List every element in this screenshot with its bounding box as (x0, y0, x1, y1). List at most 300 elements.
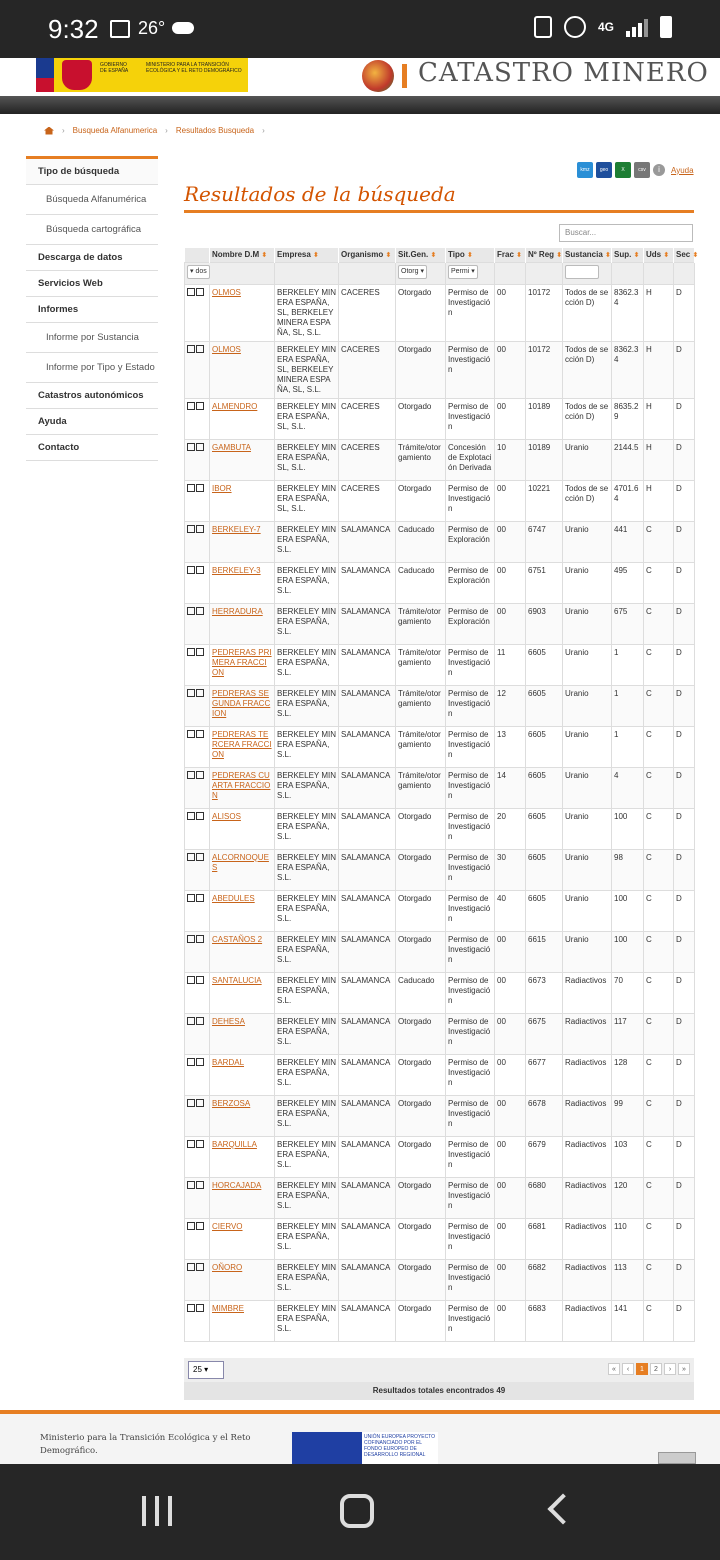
cell-sup: 1 (612, 644, 644, 685)
breadcrumb-resultados[interactable]: Resultados Busqueda (175, 126, 255, 135)
cell-empresa: BERKELEY MINERA ESPAÑA, S.L. (275, 972, 339, 1013)
cell-sit-gen: Caducado (396, 972, 446, 1013)
cell-tipo: Permiso de Investigación (446, 1013, 495, 1054)
csv-export-icon[interactable]: csv (634, 162, 650, 178)
dm-name-link[interactable]: OLMOS (212, 287, 241, 297)
cell-nreg: 6605 (526, 685, 563, 726)
cell-organismo: SALAMANCA (339, 1136, 396, 1177)
table-row[interactable] (185, 398, 695, 439)
cell-empresa: BERKELEY MINERA ESPAÑA, SL, BERKELEY MINERA ESPAÑA, SL, S.L. (275, 341, 339, 398)
cell-uds: C (644, 1013, 674, 1054)
cell-sec: D (674, 521, 695, 562)
dm-name-link[interactable]: MIMBRE (212, 1303, 244, 1313)
column-header-uds[interactable]: Uds ⬍ (644, 248, 674, 262)
dm-name-link[interactable]: OLMOS (212, 344, 241, 354)
cell-sit-gen: Trámite/otorgamiento (396, 685, 446, 726)
cell-sec: D (674, 480, 695, 521)
map-icon[interactable] (196, 525, 204, 533)
detail-icon[interactable] (187, 1263, 195, 1271)
cell-organismo: SALAMANCA (339, 890, 396, 931)
cell-sup: 495 (612, 562, 644, 603)
cell-nombre (210, 603, 275, 644)
site-title[interactable]: CATASTRO MINERO (418, 58, 709, 88)
license-badge-icon[interactable] (658, 1452, 696, 1464)
cell-tipo: Permiso de Investigación (446, 931, 495, 972)
map-icon[interactable] (196, 648, 204, 656)
pagination-bar (184, 1358, 694, 1382)
sidebar-item-contacto[interactable]: Contacto (26, 435, 158, 461)
cell-nreg: 6605 (526, 808, 563, 849)
cell-empresa: BERKELEY MINERA ESPAÑA, SL, S.L. (275, 480, 339, 521)
cell-organismo: SALAMANCA (339, 1095, 396, 1136)
cell-uds: C (644, 972, 674, 1013)
cell-organismo: SALAMANCA (339, 849, 396, 890)
column-header-nreg[interactable]: Nº Reg ⬍ (526, 248, 563, 262)
table-row[interactable] (185, 1136, 695, 1177)
cell-sup: 8362.34 (612, 341, 644, 398)
cell-frac: 00 (495, 1259, 526, 1300)
breadcrumb-alfanumerica[interactable]: Busqueda Alfanumerica (72, 126, 158, 135)
geojson-export-icon[interactable]: geo json (596, 162, 612, 178)
cell-sup: 2144.5 (612, 439, 644, 480)
column-header-sit-gen[interactable]: Sit.Gen. ⬍ (396, 248, 446, 262)
detail-icon[interactable] (187, 1304, 195, 1312)
table-header-row (185, 248, 695, 262)
cell-sustancia: Uranio (563, 931, 612, 972)
dm-name-link[interactable]: DEHESA (212, 1016, 245, 1026)
results-body (185, 284, 695, 1341)
cell-sec: D (674, 644, 695, 685)
detail-icon[interactable] (187, 1140, 195, 1148)
cell-sustancia: Radiactivos (563, 1136, 612, 1177)
cell-organismo: SALAMANCA (339, 603, 396, 644)
cell-sustancia: Uranio (563, 562, 612, 603)
cell-empresa: BERKELEY MINERA ESPAÑA, S.L. (275, 1013, 339, 1054)
coat-of-arms-icon (62, 60, 92, 90)
map-icon[interactable] (196, 402, 204, 410)
cell-uds: C (644, 931, 674, 972)
last-page-button[interactable]: » (678, 1363, 690, 1375)
map-icon[interactable] (196, 566, 204, 574)
cell-nombre (210, 685, 275, 726)
detail-icon[interactable] (187, 566, 195, 574)
sidebar-item-informe-tipo-estado[interactable]: Informe por Tipo y Estado (26, 353, 158, 383)
dm-name-link[interactable]: ALISOS (212, 811, 241, 821)
cell-sec: D (674, 1300, 695, 1341)
cell-sec: D (674, 439, 695, 480)
table-row[interactable] (185, 1177, 695, 1218)
cell-nreg: 6605 (526, 767, 563, 808)
cell-nombre (210, 562, 275, 603)
table-row[interactable] (185, 890, 695, 931)
map-icon[interactable] (196, 689, 204, 697)
next-page-button[interactable]: › (664, 1363, 676, 1375)
dm-name-link[interactable]: PEDRERAS TERCERA FRACCION (212, 729, 272, 759)
cell-sustancia: Uranio (563, 849, 612, 890)
cell-organismo: SALAMANCA (339, 767, 396, 808)
first-page-button[interactable]: « (608, 1363, 620, 1375)
row-action-icons (185, 603, 210, 644)
dm-name-link[interactable]: PEDRERAS PRIMERA FRACCION (212, 647, 272, 677)
excel-export-icon[interactable]: X (615, 162, 631, 178)
map-icon[interactable] (196, 894, 204, 902)
cell-tipo: Permiso de Investigación (446, 284, 495, 341)
dm-name-link[interactable]: HORCAJADA (212, 1180, 262, 1190)
column-header-tipo[interactable]: Tipo ⬍ (446, 248, 495, 262)
cell-uds: C (644, 1259, 674, 1300)
cell-sit-gen: Otorgado (396, 1259, 446, 1300)
detail-icon[interactable] (187, 484, 195, 492)
sidebar-item-catastros-autonomicos[interactable]: Catastros autonómicos (26, 383, 158, 409)
cell-sup: 4701.64 (612, 480, 644, 521)
table-row[interactable] (185, 1218, 695, 1259)
cell-organismo: SALAMANCA (339, 726, 396, 767)
cell-sec: D (674, 972, 695, 1013)
table-row[interactable] (185, 931, 695, 972)
detail-icon[interactable] (187, 1181, 195, 1189)
detail-icon[interactable] (187, 288, 195, 296)
table-row[interactable] (185, 849, 695, 890)
map-icon[interactable] (196, 853, 204, 861)
table-row[interactable] (185, 521, 695, 562)
cell-nombre (210, 726, 275, 767)
detail-icon[interactable] (187, 976, 195, 984)
cell-nreg: 6675 (526, 1013, 563, 1054)
cell-sup: 8635.29 (612, 398, 644, 439)
row-action-icons (185, 439, 210, 480)
cell-frac: 00 (495, 521, 526, 562)
cell-empresa: BERKELEY MINERA ESPAÑA, S.L. (275, 1218, 339, 1259)
home-button[interactable] (340, 1494, 374, 1528)
cell-sup: 8362.34 (612, 284, 644, 341)
cell-sit-gen: Otorgado (396, 480, 446, 521)
cell-organismo: SALAMANCA (339, 808, 396, 849)
map-icon[interactable] (196, 1099, 204, 1107)
row-action-icons (185, 726, 210, 767)
cell-nombre (210, 1259, 275, 1300)
detail-icon[interactable] (187, 402, 195, 410)
cell-nreg: 10172 (526, 284, 563, 341)
sidebar-item-servicios-web[interactable]: Servicios Web (26, 271, 158, 297)
info-icon[interactable]: i (653, 164, 665, 176)
cell-sustancia: Uranio (563, 603, 612, 644)
map-icon[interactable] (196, 812, 204, 820)
detail-icon[interactable] (187, 345, 195, 353)
dm-name-link[interactable]: IBOR (212, 483, 232, 493)
cell-sustancia: Radiactivos (563, 1218, 612, 1259)
cell-sec: D (674, 1136, 695, 1177)
detail-icon[interactable] (187, 894, 195, 902)
detail-icon[interactable] (187, 812, 195, 820)
detail-icon[interactable] (187, 607, 195, 615)
dm-name-link[interactable]: BERZOSA (212, 1098, 251, 1108)
table-row[interactable] (185, 685, 695, 726)
column-header-organismo[interactable]: Organismo ⬍ (339, 248, 396, 262)
row-action-icons (185, 644, 210, 685)
page-content (0, 114, 720, 1464)
map-icon[interactable] (196, 345, 204, 353)
cell-sec: D (674, 849, 695, 890)
page-size-select[interactable]: 25 ▾ (188, 1361, 224, 1379)
dm-name-link[interactable]: BARDAL (212, 1057, 245, 1067)
cell-empresa: BERKELEY MINERA ESPAÑA, S.L. (275, 767, 339, 808)
table-row[interactable] (185, 562, 695, 603)
cell-uds: C (644, 726, 674, 767)
dm-name-link[interactable]: CASTAÑOS 2 (212, 934, 263, 944)
cell-frac: 00 (495, 1218, 526, 1259)
map-icon[interactable] (196, 1017, 204, 1025)
cell-sustancia: Uranio (563, 808, 612, 849)
cell-sec: D (674, 284, 695, 341)
dm-name-link[interactable]: ALMENDRO (212, 401, 258, 411)
row-action-icons (185, 1259, 210, 1300)
cell-tipo: Permiso de Investigación (446, 849, 495, 890)
cell-sit-gen: Otorgado (396, 849, 446, 890)
cell-tipo: Concesión de Explotación Derivada (446, 439, 495, 480)
dm-name-link[interactable]: ABEDULES (212, 893, 255, 903)
recent-apps-button[interactable] (142, 1496, 172, 1526)
cell-nombre (210, 439, 275, 480)
dm-name-link[interactable]: PEDRERAS CUARTA FRACCION (212, 770, 271, 800)
map-icon[interactable] (196, 288, 204, 296)
dm-name-link[interactable]: PEDRERAS SEGUNDA FRACCION (212, 688, 271, 718)
detail-icon[interactable] (187, 443, 195, 451)
detail-icon[interactable] (187, 525, 195, 533)
dm-name-link[interactable]: BERKELEY-7 (212, 524, 261, 534)
filter-tipo-select[interactable]: Permi ▾ (448, 265, 478, 279)
cell-sustancia: Uranio (563, 439, 612, 480)
cell-nombre (210, 849, 275, 890)
map-icon[interactable] (196, 935, 204, 943)
filter-nombre-select[interactable]: ▾ dos (187, 265, 210, 279)
row-action-icons (185, 931, 210, 972)
page-buttons (608, 1363, 690, 1375)
table-row[interactable] (185, 439, 695, 480)
detail-icon[interactable] (187, 853, 195, 861)
dm-name-link[interactable]: GAMBUTA (212, 442, 251, 452)
cell-tipo: Permiso de Investigación (446, 1054, 495, 1095)
column-header-sustancia[interactable]: Sustancia ⬍ (563, 248, 612, 262)
column-header-empresa[interactable]: Empresa ⬍ (275, 248, 339, 262)
map-icon[interactable] (196, 1140, 204, 1148)
cell-empresa: BERKELEY MINERA ESPAÑA, S.L. (275, 1177, 339, 1218)
map-icon[interactable] (196, 484, 204, 492)
cell-nreg: 6673 (526, 972, 563, 1013)
cell-sit-gen: Otorgado (396, 284, 446, 341)
detail-icon[interactable] (187, 771, 195, 779)
row-action-icons (185, 685, 210, 726)
map-icon[interactable] (196, 1304, 204, 1312)
cell-frac: 00 (495, 931, 526, 972)
column-header-frac[interactable]: Frac ⬍ (495, 248, 526, 262)
cell-tipo: Permiso de Exploración (446, 603, 495, 644)
table-row[interactable] (185, 1259, 695, 1300)
sidebar-item-busqueda-cartografica[interactable]: Búsqueda cartográfica (26, 215, 158, 245)
table-row[interactable] (185, 644, 695, 685)
cell-empresa: BERKELEY MINERA ESPAÑA, S.L. (275, 644, 339, 685)
table-row[interactable] (185, 1013, 695, 1054)
cell-organismo: CACERES (339, 398, 396, 439)
sidebar-item-descarga[interactable]: Descarga de datos (26, 245, 158, 271)
sidebar (26, 156, 158, 461)
sidebar-item-tipo-busqueda[interactable]: Tipo de búsqueda (26, 156, 158, 185)
sidebar-item-informe-sustancia[interactable]: Informe por Sustancia (26, 323, 158, 353)
column-header-sup[interactable]: Sup. ⬍ (612, 248, 644, 262)
cell-sec: D (674, 1095, 695, 1136)
cell-nombre (210, 808, 275, 849)
kmz-export-icon[interactable]: kmz (577, 162, 593, 178)
cloud-icon (172, 22, 194, 34)
image-notification-icon (110, 20, 130, 38)
cell-nombre (210, 341, 275, 398)
table-row[interactable] (185, 726, 695, 767)
dm-name-link[interactable]: OÑORO (212, 1262, 243, 1272)
back-button[interactable] (547, 1493, 578, 1524)
map-icon[interactable] (196, 1181, 204, 1189)
cell-empresa: BERKELEY MINERA ESPAÑA, SL, S.L. (275, 398, 339, 439)
map-icon[interactable] (196, 607, 204, 615)
cell-uds: C (644, 1177, 674, 1218)
cell-empresa: BERKELEY MINERA ESPAÑA, SL, BERKELEY MINERA ESPAÑA, SL, S.L. (275, 284, 339, 341)
cell-tipo: Permiso de Investigación (446, 398, 495, 439)
row-action-icons (185, 972, 210, 1013)
cell-sup: 117 (612, 1013, 644, 1054)
table-row[interactable] (185, 1095, 695, 1136)
cell-sup: 103 (612, 1136, 644, 1177)
cell-organismo: SALAMANCA (339, 644, 396, 685)
cell-nreg: 6677 (526, 1054, 563, 1095)
row-action-icons (185, 1095, 210, 1136)
prev-page-button[interactable]: ‹ (622, 1363, 634, 1375)
cell-nreg: 6678 (526, 1095, 563, 1136)
map-icon[interactable] (196, 1058, 204, 1066)
map-icon[interactable] (196, 771, 204, 779)
cell-uds: C (644, 644, 674, 685)
column-header-nombre[interactable]: Nombre D.M ⬍ (210, 248, 275, 262)
cell-nreg: 6681 (526, 1218, 563, 1259)
home-icon[interactable] (44, 127, 54, 135)
cell-sustancia: Uranio (563, 890, 612, 931)
detail-icon[interactable] (187, 935, 195, 943)
cell-empresa: BERKELEY MINERA ESPAÑA, S.L. (275, 1300, 339, 1341)
dm-name-link[interactable]: CIERVO (212, 1221, 243, 1231)
cell-sec: D (674, 726, 695, 767)
cell-tipo: Permiso de Investigación (446, 644, 495, 685)
detail-icon[interactable] (187, 1017, 195, 1025)
dm-name-link[interactable]: SANTALUCIA (212, 975, 262, 985)
sidebar-item-ayuda[interactable]: Ayuda (26, 409, 158, 435)
sidebar-item-busqueda-alfanumerica[interactable]: Búsqueda Alfanumérica (26, 185, 158, 215)
cell-frac: 00 (495, 480, 526, 521)
cell-nreg: 6605 (526, 849, 563, 890)
dm-name-link[interactable]: ALCORNOQUES (212, 852, 269, 872)
dm-name-link[interactable]: HERRADURA (212, 606, 263, 616)
detail-icon[interactable] (187, 689, 195, 697)
cell-sup: 141 (612, 1300, 644, 1341)
map-icon[interactable] (196, 443, 204, 451)
cell-frac: 00 (495, 1054, 526, 1095)
page-2-button[interactable]: 2 (650, 1363, 662, 1375)
cell-organismo: SALAMANCA (339, 1300, 396, 1341)
cell-nreg: 6679 (526, 1136, 563, 1177)
cell-sup: 4 (612, 767, 644, 808)
filter-sit-cell (396, 262, 446, 284)
cell-uds: C (644, 521, 674, 562)
cell-sec: D (674, 685, 695, 726)
table-row[interactable] (185, 1054, 695, 1095)
search-input[interactable]: Buscar... (559, 224, 693, 242)
sidebar-item-informes[interactable]: Informes (26, 297, 158, 323)
footer-ministry: Ministerio para la Transición Ecológica y el Reto Demográfico. (40, 1433, 251, 1456)
detail-icon[interactable] (187, 1099, 195, 1107)
table-row[interactable] (185, 767, 695, 808)
cell-sustancia: Radiactivos (563, 1300, 612, 1341)
cell-empresa: BERKELEY MINERA ESPAÑA, S.L. (275, 603, 339, 644)
cell-sustancia: Radiactivos (563, 1259, 612, 1300)
cell-sit-gen: Caducado (396, 562, 446, 603)
dm-name-link[interactable]: BERKELEY-3 (212, 565, 261, 575)
table-row[interactable] (185, 972, 695, 1013)
cell-sit-gen: Otorgado (396, 1300, 446, 1341)
row-action-icons (185, 1136, 210, 1177)
row-action-icons (185, 767, 210, 808)
cell-nombre (210, 480, 275, 521)
cell-sit-gen: Otorgado (396, 1054, 446, 1095)
filter-sustancia-input[interactable] (565, 265, 599, 279)
map-icon[interactable] (196, 1222, 204, 1230)
cell-sustancia: Radiactivos (563, 972, 612, 1013)
cell-uds: C (644, 603, 674, 644)
breadcrumb (44, 126, 265, 135)
cell-frac: 00 (495, 972, 526, 1013)
table-row[interactable] (185, 1300, 695, 1341)
page-1-button[interactable]: 1 (636, 1363, 648, 1375)
cell-sec: D (674, 562, 695, 603)
cell-organismo: SALAMANCA (339, 1218, 396, 1259)
cell-organismo: CACERES (339, 439, 396, 480)
cell-empresa: BERKELEY MINERA ESPAÑA, S.L. (275, 931, 339, 972)
filter-sit-select[interactable]: Otorg ▾ (398, 265, 427, 279)
page-title: Resultados de la búsqueda (184, 182, 456, 206)
gobierno-logo[interactable] (36, 58, 248, 92)
detail-icon[interactable] (187, 1058, 195, 1066)
cell-sustancia: Todos de sección D) (563, 284, 612, 341)
cell-organismo: SALAMANCA (339, 1054, 396, 1095)
help-link[interactable]: Ayuda (671, 165, 694, 175)
cell-nreg: 10189 (526, 398, 563, 439)
map-icon[interactable] (196, 730, 204, 738)
cell-tipo: Permiso de Investigación (446, 1300, 495, 1341)
table-row[interactable] (185, 284, 695, 341)
title-divider (184, 210, 694, 213)
cell-organismo: SALAMANCA (339, 685, 396, 726)
row-action-icons (185, 1013, 210, 1054)
detail-icon[interactable] (187, 1222, 195, 1230)
cell-sit-gen: Otorgado (396, 1013, 446, 1054)
table-row[interactable] (185, 603, 695, 644)
column-header-sec[interactable]: Sec ⬍ (674, 248, 695, 262)
table-row[interactable] (185, 808, 695, 849)
table-row[interactable] (185, 341, 695, 398)
detail-icon[interactable] (187, 730, 195, 738)
detail-icon[interactable] (187, 648, 195, 656)
table-row[interactable] (185, 480, 695, 521)
map-icon[interactable] (196, 1263, 204, 1271)
cell-nombre (210, 890, 275, 931)
dm-name-link[interactable]: BARQUILLA (212, 1139, 257, 1149)
cell-uds: C (644, 849, 674, 890)
map-icon[interactable] (196, 976, 204, 984)
